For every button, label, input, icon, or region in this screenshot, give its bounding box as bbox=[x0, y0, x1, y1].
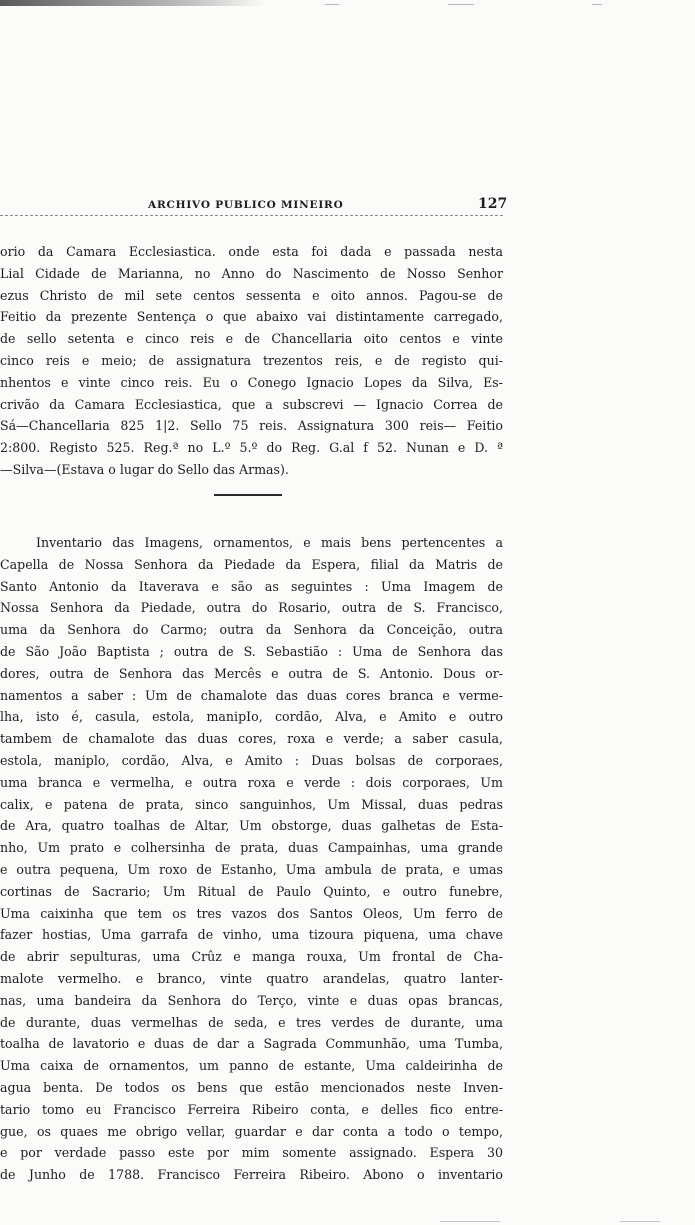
text-line: Uma caixinha que tem os tres vazos dos Santos Oleos, Um ferro de bbox=[0, 905, 503, 921]
text-line: uma branca e vermelha, e outra roxa e verde : dois corporaes, Um bbox=[0, 774, 503, 790]
paragraph-sentence-end bbox=[0, 241, 503, 481]
text-line: de durante, duas vermelhas de seda, e tres verdes de durante, uma bbox=[0, 1014, 503, 1030]
text-line: e outra pequena, Um roxo de Estanho, Uma ambula de prata, e umas bbox=[0, 861, 503, 877]
text-line: Capella de Nossa Senhora da Piedade da Espera, filial da Matris de bbox=[0, 556, 503, 572]
scan-edge-mark bbox=[620, 1221, 660, 1222]
text-line: de São João Baptista ; outra de S. Sebastião : Uma de Senhora das bbox=[0, 643, 503, 659]
text-line: nho, Um prato e colhersinha de prata, duas Campainhas, uma grande bbox=[0, 840, 503, 856]
text-line: toalha de lavatorio e duas de dar a Sagrada Communhão, uma Tumba, bbox=[0, 1036, 503, 1052]
text-line: 2:800. Registo 525. Reg.ª no L.º 5.º do Reg. G.al f 52. Nunan e D. ª bbox=[0, 440, 503, 456]
text-line: Uma caixa de ornamentos, um panno de estante, Uma caldeirinha de bbox=[0, 1058, 503, 1074]
text-line: estola, maniplo, cordão, Alva, e Amito : Duas bolsas de corporaes, bbox=[0, 752, 503, 768]
header-divider bbox=[0, 215, 503, 216]
text-line: cortinas de Sacrario; Um Ritual de Paulo Quinto, e outro funebre, bbox=[0, 883, 503, 899]
text-line: de Ara, quatro toalhas de Altar, Um obstorge, duas galhetas de Esta- bbox=[0, 818, 503, 834]
text-line: tario tomo eu Francisco Ferreira Ribeiro conta, e delles fico entre- bbox=[0, 1101, 503, 1117]
text-line: Lial Cidade de Marianna, no Anno do Nascimento de Nosso Senhor bbox=[0, 265, 503, 281]
text-line: de abrir sepulturas, uma Crûz e manga rouxa, Um frontal de Cha- bbox=[0, 949, 503, 965]
scan-edge-mark bbox=[448, 4, 474, 5]
text-line: —Silva—(Estava o lugar do Sello das Armas). bbox=[0, 461, 289, 477]
scan-edge-shadow bbox=[0, 0, 265, 6]
text-line: Santo Antonio da Itaverava e são as seguintes : Uma Imagem de bbox=[0, 578, 503, 594]
text-line: Nossa Senhora da Piedade, outra do Rosario, outra de S. Francisco, bbox=[0, 600, 503, 616]
text-line: orio da Camara Ecclesiastica. onde esta foi dada e passada nesta bbox=[0, 244, 503, 259]
text-line: Feitio da prezente Sentença o que abaixo vai distintamente carregado, bbox=[0, 309, 503, 325]
text-line: nas, uma bandeira da Senhora do Terço, vinte e duas opas brancas, bbox=[0, 992, 503, 1008]
page-number: 127 bbox=[478, 196, 508, 212]
text-line: agua benta. De todos os bens que estão mencionados neste Inven- bbox=[0, 1079, 503, 1095]
text-line: fazer hostias, Uma garrafa de vinho, uma tizoura piquena, uma chave bbox=[0, 927, 503, 943]
section-divider bbox=[214, 494, 282, 496]
text-line: de sello setenta e cinco reis e de Chancellaria oito centos e vinte bbox=[0, 331, 503, 347]
text-line: dores, outra de Senhora das Mercês e outra de S. Antonio. Dous or- bbox=[0, 665, 503, 681]
text-line: e por verdade passo este por mim somente assignado. Espera 30 bbox=[0, 1145, 503, 1161]
text-line: malote vermelho. e branco, vinte quatro arandelas, quatro lanter- bbox=[0, 970, 503, 986]
scan-edge-mark bbox=[440, 1221, 500, 1222]
text-line: calix, e patena de prata, sinco sanguinhos, Um Missal, duas pedras bbox=[0, 796, 503, 812]
text-line: ezus Christo de mil sete centos sessenta e oito annos. Pagou-se de bbox=[0, 287, 503, 303]
scan-edge-mark bbox=[592, 4, 602, 5]
text-line: nhentos e vinte cinco reis. Eu o Conego Ignacio Lopes da Silva, Es- bbox=[0, 374, 503, 390]
scan-edge-mark bbox=[325, 4, 339, 5]
text-line: lha, isto é, casula, estola, manipIo, cordão, Alva, e Amito e outro bbox=[0, 709, 503, 725]
running-title: ARCHIVO PUBLICO MINEIRO bbox=[148, 199, 344, 211]
text-line: cinco reis e meio; de assignatura trezentos reis, e de registo qui- bbox=[0, 352, 503, 368]
text-line: namentos a saber : Um de chamalote das duas cores branca e verme- bbox=[0, 687, 503, 703]
text-line: crivão da Camara Ecclesiastica, que a subscrevi — Ignacio Correa de bbox=[0, 396, 503, 412]
text-line: Inventario das Imagens, ornamentos, e mais bens pertencentes a bbox=[36, 535, 503, 550]
text-line: uma da Senhora do Carmo; outra da Senhora da Conceição, outra bbox=[0, 622, 503, 638]
text-line: de Junho de 1788. Francisco Ferreira Ribeiro. Abono o inventario bbox=[0, 1167, 503, 1183]
paragraph-inventario bbox=[0, 532, 503, 1186]
text-line: tambem de chamalote das duas cores, roxa e verde; a saber casula, bbox=[0, 731, 503, 747]
text-line: Sá—Chancellaria 825 1|2. Sello 75 reis. Assignatura 300 reis— Feitio bbox=[0, 418, 503, 434]
text-line: gue, os quaes me obrigo vellar, guardar e dar conta a todo o tempo, bbox=[0, 1123, 503, 1139]
